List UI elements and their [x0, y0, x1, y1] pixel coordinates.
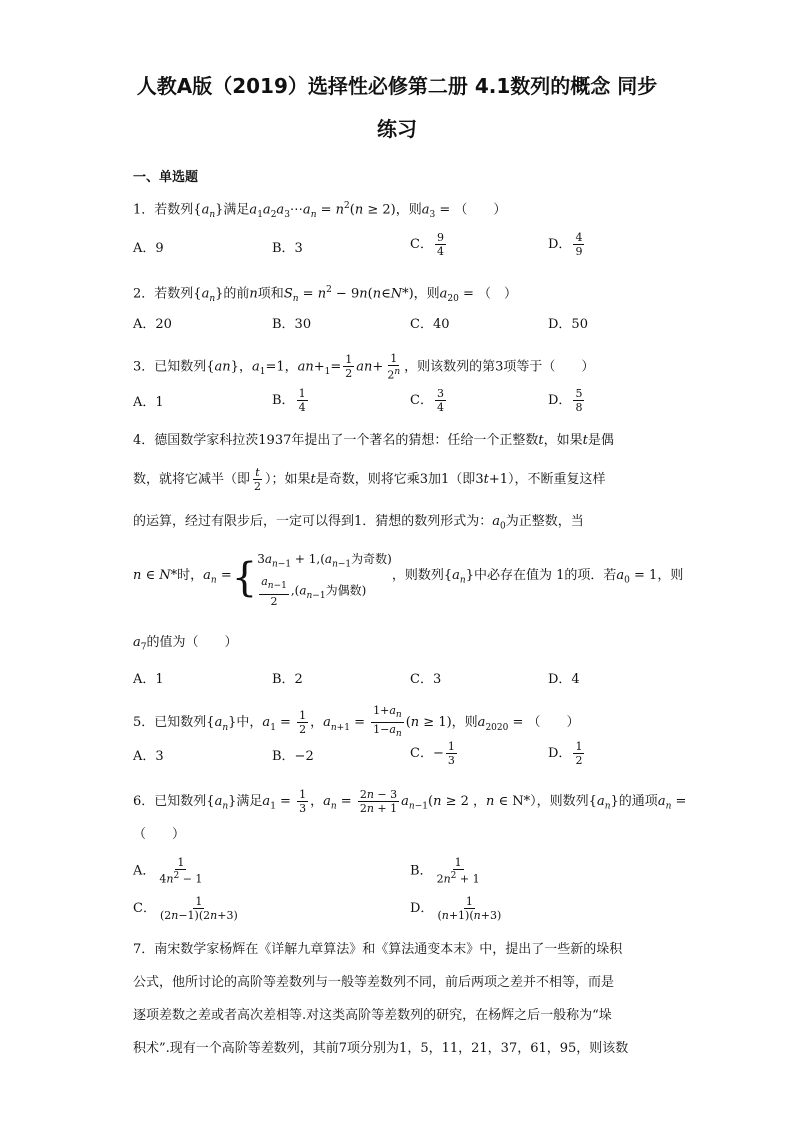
q5-option-a[interactable]: A．3	[133, 749, 164, 764]
section-heading: 一、单选题	[133, 170, 199, 185]
q6-option-c[interactable]: C． $\frac{1}{(2n-1)(2n+3)}$	[133, 895, 238, 922]
question-6: 6．已知数列$\{a_n\}$满足$a_1$ = $\frac{1}{3}$ ，$a_n$ = $\frac{2n - 3}{2n + 1}$ $a_{n-1}(n \ge 2$ ，n ∈ N*），则数列$\{a_n\}$的通项$a_n$ =	[133, 788, 687, 815]
question-7-line4: 积术”.现有一个高阶等差数列，其前7项分别为1，5，11，21，37，61，95，则该数	[133, 1041, 629, 1056]
q1-option-d[interactable]: D． $\frac{4}{9}$	[548, 231, 583, 258]
question-5: 5．已知数列$\{a_n\}$中，$a_1$ = $\frac{1}{2}$ ，$a_{n+1}$ = $\frac{1+a_n}{1-a_n}$ (n ≥ 1)，则$a_{2020}$ = （ ）	[133, 704, 580, 740]
q2-option-a[interactable]: A．20	[133, 317, 172, 332]
q5-option-b[interactable]: B．−2	[272, 749, 314, 764]
q3-option-b[interactable]: B． $\frac{1}{4}$	[272, 387, 306, 414]
q1-option-c[interactable]: C． $\frac{9}{4}$	[410, 231, 444, 258]
question-1: 1．若数列$\{a_n\}$满足$a_1a_2a_3\cdots a_n = n^2(n \ge 2)$，则$a_3$ = （ ）	[133, 201, 507, 220]
q6-option-d[interactable]: D． $\frac{1}{(n+1)(n+3)}$	[410, 895, 502, 922]
question-3: 3．已知数列{an}，$a_1=1$，$an+_1=$ $\frac{1}{2}$ an+ $\frac{1}{2^n}$ ，则该数列的第3项等于（ ）	[133, 352, 595, 382]
question-6-line2: （ ）	[133, 827, 186, 842]
q3-option-a[interactable]: A．1	[133, 395, 164, 410]
question-4-line4: n ∈ N*时，$a_n$ = { $3a_{n-1} + 1,(a_{n-1}$为奇数) $\frac{a_{n-1}}{2}$ $,(a_{n-1}$为偶数) ，则数列$\{a_n\}$中必存在值为 1的项．若$a_0 = 1$，则	[133, 552, 684, 608]
q3-option-d[interactable]: D． $\frac{5}{8}$	[548, 387, 583, 414]
q4-option-c[interactable]: C．3	[410, 672, 442, 687]
q4-option-a[interactable]: A．1	[133, 672, 164, 687]
q2-option-c[interactable]: C．40	[410, 317, 450, 332]
q5-option-d[interactable]: D． $\frac{1}{2}$	[548, 740, 583, 767]
q1-option-b[interactable]: B．3	[272, 241, 303, 256]
q5-option-c[interactable]: C．− $\frac{1}{3}$	[410, 740, 455, 767]
q6-option-a[interactable]: A． $\frac{1}{4n^2 - 1}$	[133, 856, 203, 886]
q6-option-b[interactable]: B． $\frac{1}{2n^2 + 1}$	[410, 856, 480, 886]
question-4-line5: $a_7$的值为（ ）	[133, 635, 238, 653]
q4-option-b[interactable]: B．2	[272, 672, 303, 687]
q1-option-a[interactable]: A．9	[133, 241, 164, 256]
q3-option-c[interactable]: C． $\frac{3}{4}$	[410, 387, 444, 414]
question-2: 2．若数列$\{a_n\}$的前n项和$S_n = n^2$ − 9n(n∈N*)，则$a_{20}$ = （ ）	[133, 285, 518, 304]
q4-option-d[interactable]: D．4	[548, 672, 580, 687]
question-4-line3: 的运算，经过有限步后，一定可以得到1．猜想的数列形式为：$a_0$为正整数，当	[133, 514, 584, 532]
question-4-line1: 4．德国数学家科拉茨1937年提出了一个著名的猜想：任给一个正整数t，如果t是偶	[133, 433, 614, 448]
question-7-line1: 7．南宋数学家杨辉在《详解九章算法》和《算法通变本末》中，提出了一些新的垛积	[133, 942, 623, 957]
q2-option-b[interactable]: B．30	[272, 317, 312, 332]
doc-title-cont: 练习	[377, 117, 417, 141]
question-7-line2: 公式，他所讨论的高阶等差数列与一般等差数列不同，前后两项之差并不相等，而是	[133, 975, 615, 990]
doc-title: 人教A版（2019）选择性必修第二册 4.1数列的概念 同步	[136, 74, 658, 98]
question-7-line3: 逐项差数之差或者高次差相等.对这类高阶等差数列的研究，在杨辉之后一般称为“垛	[133, 1008, 612, 1023]
q2-option-d[interactable]: D．50	[548, 317, 588, 332]
question-4-line2: 数，就将它减半（即 $\frac{t}{2}$ ）；如果t是奇数，则将它乘3加1（即3t+1），不断重复这样	[133, 466, 606, 493]
